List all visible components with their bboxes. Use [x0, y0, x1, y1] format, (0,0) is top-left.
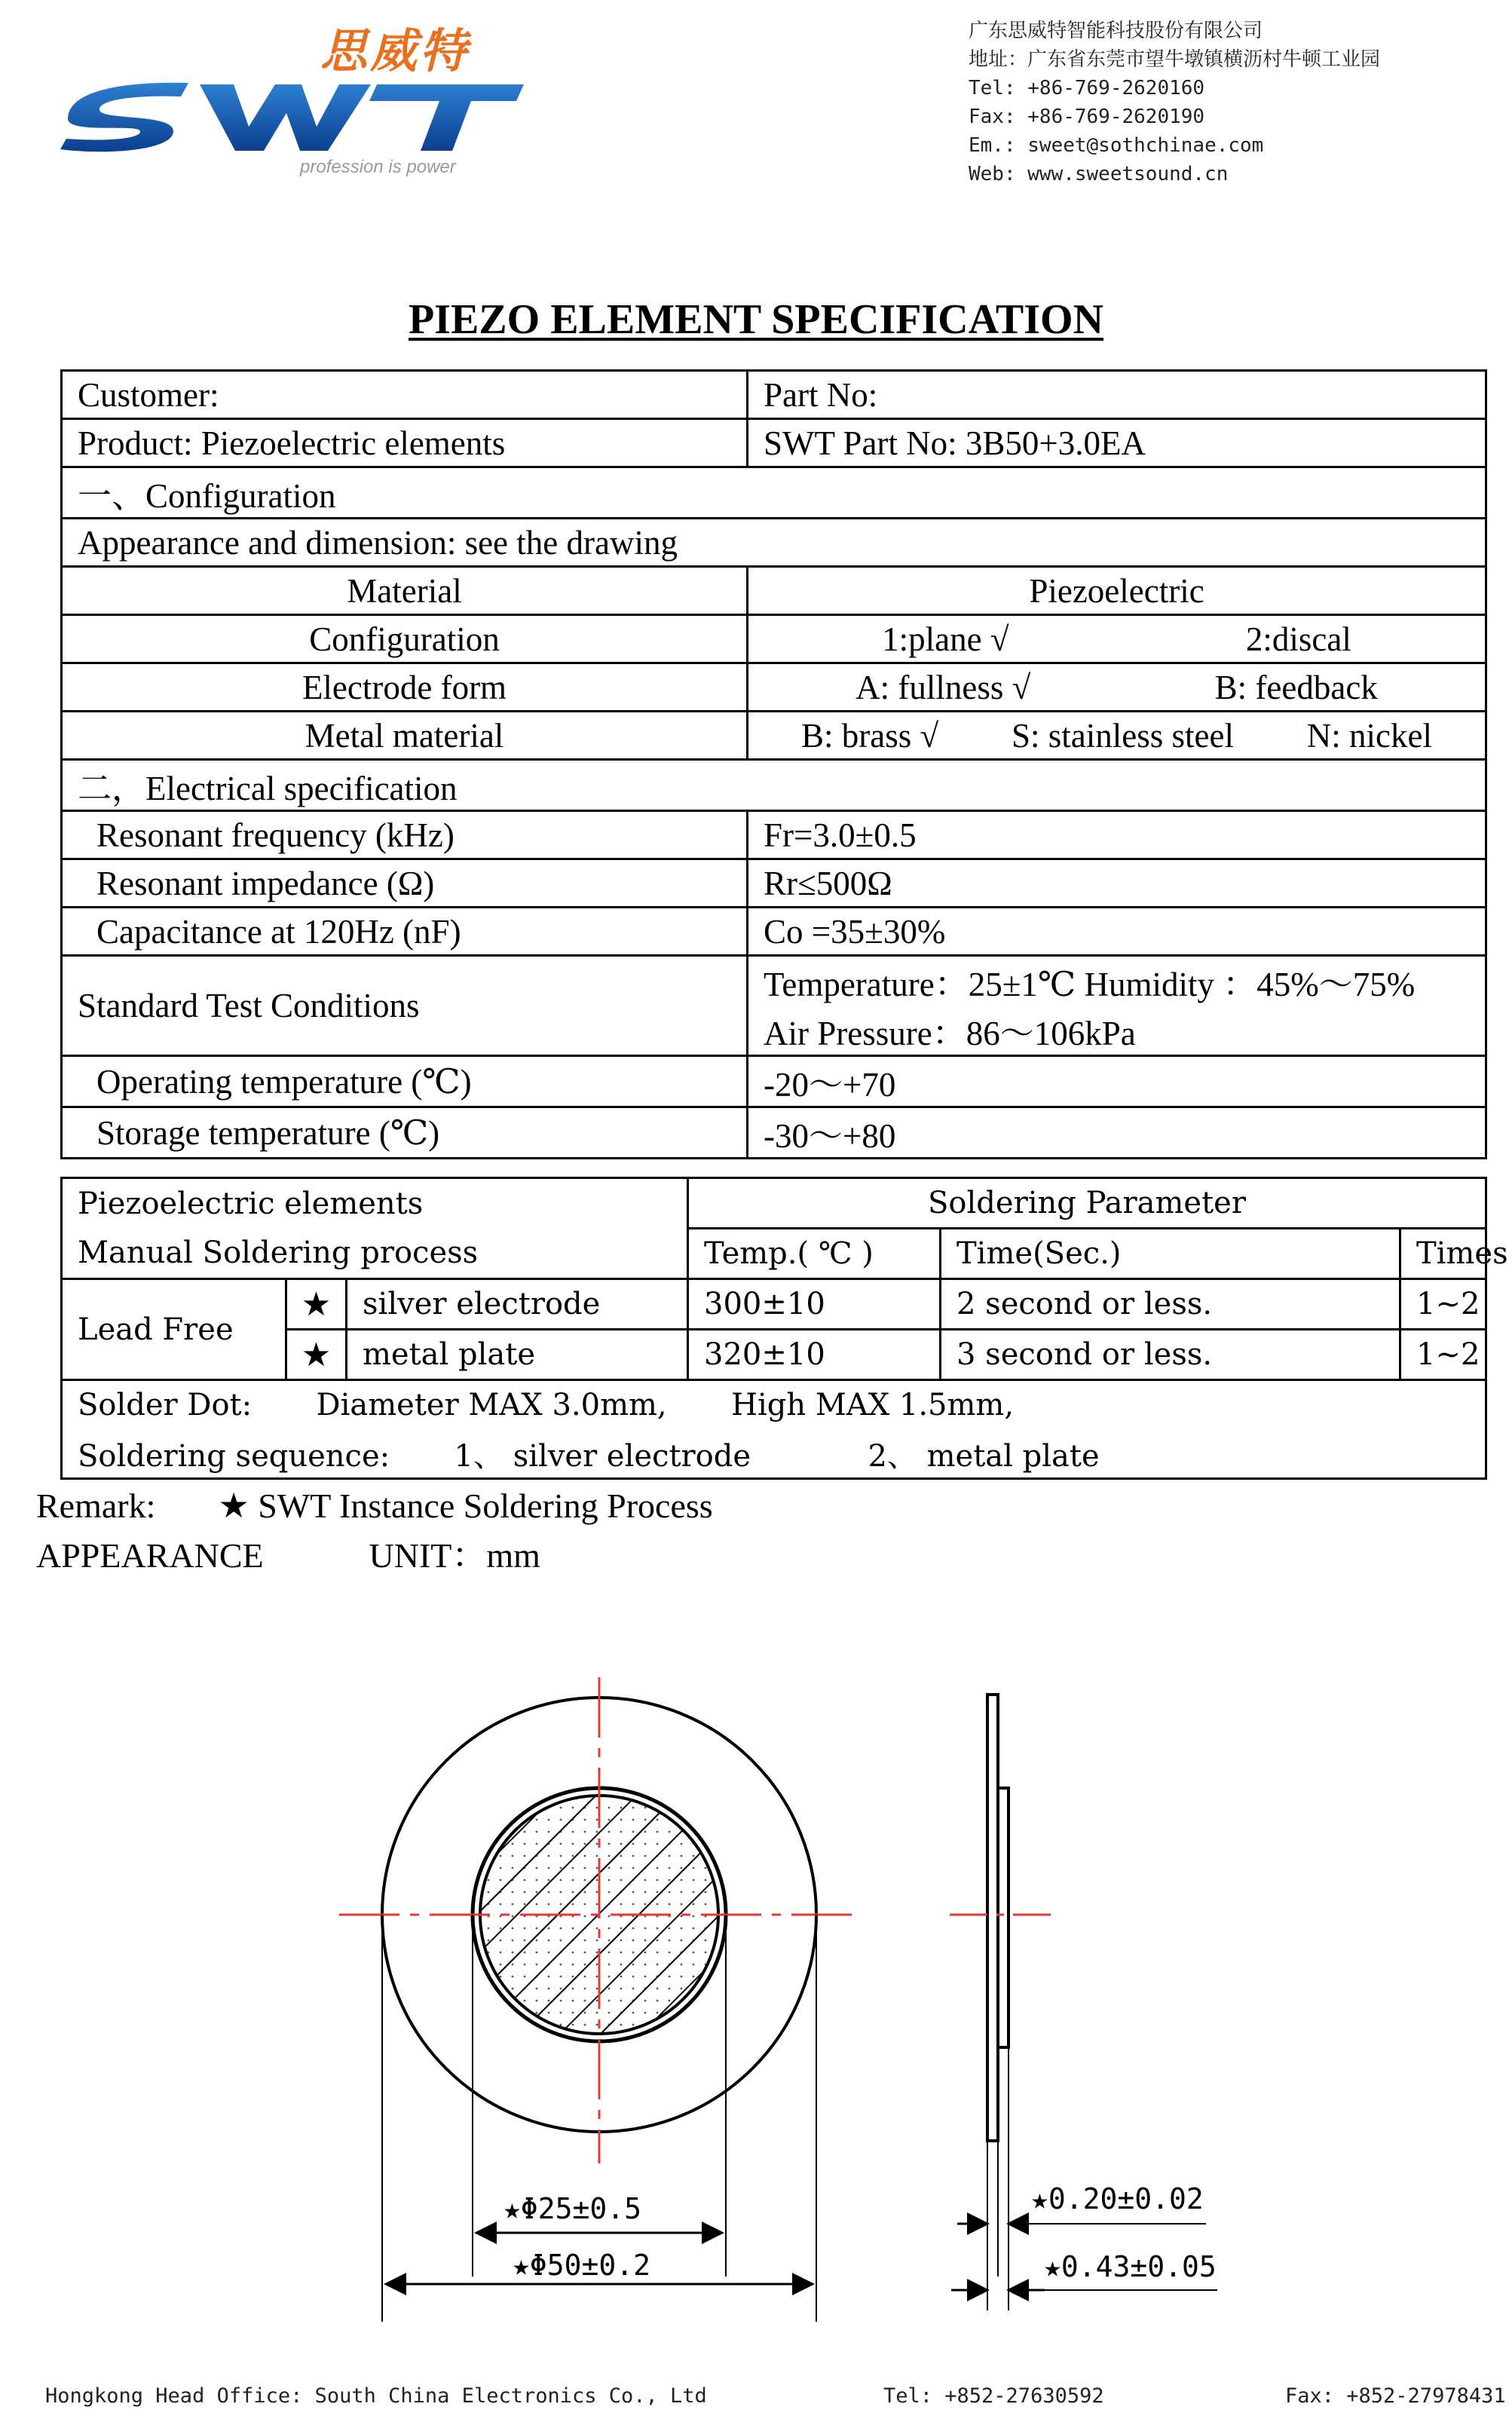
test-conditions-line: Temperature：25±1℃ Humidity ：45%～75% [764, 966, 1416, 1003]
footer-fax: Fax: +852-27978431 [1285, 2384, 1506, 2408]
solder-temp: 320±10 [688, 1330, 941, 1380]
column-header-times: Times [1400, 1229, 1486, 1279]
table-row [62, 371, 1486, 419]
material-label: Material [62, 567, 748, 615]
company-email: Em.: sweet@sothchinae.com [969, 134, 1264, 157]
swt-part-no: SWT Part No: 3B50+3.0EA [748, 419, 1486, 467]
company-name: 广东思威特智能科技股份有限公司 [969, 20, 1263, 42]
swt-logo-graphic [60, 66, 528, 157]
table-row [62, 567, 1486, 615]
dimension-outer-label: ★Φ50±0.2 [513, 2249, 651, 2282]
customer-label: Customer: [62, 371, 748, 419]
electrode-label: Electrode form [62, 663, 748, 712]
solder-time: 2 second or less. [941, 1279, 1400, 1330]
soldering-sequence-step: 2、 metal plate [868, 1438, 1100, 1474]
dimension-inner-label: ★Φ25±0.5 [503, 2192, 642, 2225]
company-logo [60, 14, 543, 187]
side-view [950, 1695, 1217, 2310]
star-icon: ★ [286, 1330, 347, 1380]
table-row [62, 663, 1486, 712]
solder-dot-note [62, 1380, 1486, 1430]
soldering-sequence-label: Soldering sequence: [78, 1438, 390, 1474]
configuration-label: Configuration [62, 615, 748, 663]
electrical-heading: 二，Electrical specification [62, 760, 1486, 811]
product-label: Product: Piezoelectric elements [62, 419, 748, 467]
footer-office: Hongkong Head Office: South China Electronics Co., Ltd [45, 2384, 707, 2408]
unit-label: UNIT：mm [369, 1536, 540, 1575]
resonant-frequency-label: Resonant frequency (kHz) [62, 811, 748, 859]
dimension-thin-label: ★0.20±0.02 [1031, 2182, 1204, 2215]
material-value: Piezoelectric [748, 567, 1486, 615]
solder-time: 3 second or less. [941, 1330, 1400, 1380]
capacitance-value: Co =35±30% [748, 908, 1486, 956]
dimension-thick-label: ★0.43±0.05 [1044, 2250, 1217, 2283]
configuration-option: 1:plane √ [882, 620, 1009, 658]
solder-item: silver electrode [347, 1279, 688, 1330]
remark-block [36, 1481, 713, 1581]
soldering-sequence-note [62, 1429, 1486, 1479]
table-row [62, 1178, 1486, 1229]
solder-temp: 300±10 [688, 1279, 941, 1330]
logo-chinese-name: 思威特 [320, 23, 470, 78]
metal-label: Metal material [62, 712, 748, 760]
table-row [62, 419, 1486, 467]
metal-plate-section [987, 1695, 998, 2141]
table-row [62, 1229, 1486, 1279]
column-header-temp: Temp.( ℃ ) [688, 1229, 941, 1279]
part-no-label: Part No: [748, 371, 1486, 419]
table-row [62, 760, 1486, 811]
company-contact-block [969, 17, 1380, 188]
metal-options [748, 712, 1486, 760]
electrode-options [748, 663, 1486, 712]
solder-times: 1~2 [1400, 1279, 1486, 1330]
table-row [62, 615, 1486, 663]
configuration-options [748, 615, 1486, 663]
table-row [62, 1107, 1486, 1159]
company-tel: Tel: +86-769-2620160 [969, 77, 1205, 100]
test-conditions-line: Air Pressure：86～106kPa [764, 1015, 1136, 1052]
table-row [62, 1279, 1486, 1330]
test-conditions-value [748, 956, 1486, 1056]
table-row [62, 1056, 1486, 1107]
solder-dot-label: Solder Dot: [78, 1388, 253, 1422]
storage-temperature-label: Storage temperature (℃) [62, 1107, 748, 1159]
configuration-heading: 一、Configuration [62, 467, 1486, 519]
front-view [339, 1677, 859, 2322]
resonant-frequency-value: Fr=3.0±0.5 [748, 811, 1486, 859]
company-address: 地址：广东省东莞市望牛墩镇横沥村牛顿工业园 [969, 48, 1381, 71]
page-title: PIEZO ELEMENT SPECIFICATION [408, 296, 1104, 343]
electrode-option: A: fullness √ [855, 668, 1031, 706]
configuration-option: 2:discal [1245, 620, 1351, 658]
ceramic-section [998, 1788, 1009, 2047]
capacitance-label: Capacitance at 120Hz (nF) [62, 908, 748, 956]
table-row [62, 956, 1486, 1056]
metal-option: S: stainless steel [1012, 716, 1234, 755]
lead-free-label: Lead Free [62, 1279, 286, 1380]
metal-option: N: nickel [1306, 716, 1432, 755]
table-row [62, 1429, 1486, 1479]
piezo-drawing [0, 1621, 1512, 2375]
resonant-impedance-value: Rr≤500Ω [748, 859, 1486, 908]
table-row [62, 1380, 1486, 1430]
soldering-table [60, 1177, 1508, 1480]
appearance-note: Appearance and dimension: see the drawing [62, 519, 1486, 567]
solder-item: metal plate [347, 1330, 688, 1380]
appearance-label: APPEARANCE [36, 1536, 264, 1575]
table-row [62, 712, 1486, 760]
solder-dot-diameter: Diameter MAX 3.0mm, [316, 1388, 667, 1422]
soldering-process-label-2: Manual Soldering process [62, 1229, 688, 1279]
table-row [62, 908, 1486, 956]
operating-temperature-value: -20～+70 [748, 1056, 1486, 1107]
table-row [62, 467, 1486, 519]
table-row [62, 519, 1486, 567]
operating-temperature-label: Operating temperature (℃) [62, 1056, 748, 1107]
footer-tel: Tel: +852-27630592 [883, 2384, 1104, 2408]
column-header-time: Time(Sec.) [941, 1229, 1400, 1279]
company-fax: Fax: +86-769-2620190 [969, 106, 1205, 128]
remark-label: Remark: [36, 1487, 156, 1525]
solder-times: 1~2 [1400, 1330, 1486, 1380]
soldering-process-label-1: Piezoelectric elements [62, 1178, 688, 1229]
resonant-impedance-label: Resonant impedance (Ω) [62, 859, 748, 908]
logo-tagline: profession is power [300, 157, 456, 177]
electrode-option: B: feedback [1214, 668, 1378, 706]
soldering-sequence-step: 1、 silver electrode [454, 1438, 751, 1474]
soldering-parameter-heading: Soldering Parameter [688, 1178, 1486, 1229]
star-icon: ★ [286, 1279, 347, 1330]
metal-option: B: brass √ [801, 716, 939, 755]
solder-dot-high: High MAX 1.5mm, [731, 1388, 1015, 1422]
company-web: Web: www.sweetsound.cn [969, 163, 1229, 185]
remark-text: ★ SWT Instance Soldering Process [218, 1487, 713, 1525]
storage-temperature-value: -30～+80 [748, 1107, 1486, 1159]
table-row [62, 811, 1486, 859]
test-conditions-label: Standard Test Conditions [62, 956, 748, 1056]
spec-table [60, 369, 1487, 1159]
table-row [62, 859, 1486, 908]
